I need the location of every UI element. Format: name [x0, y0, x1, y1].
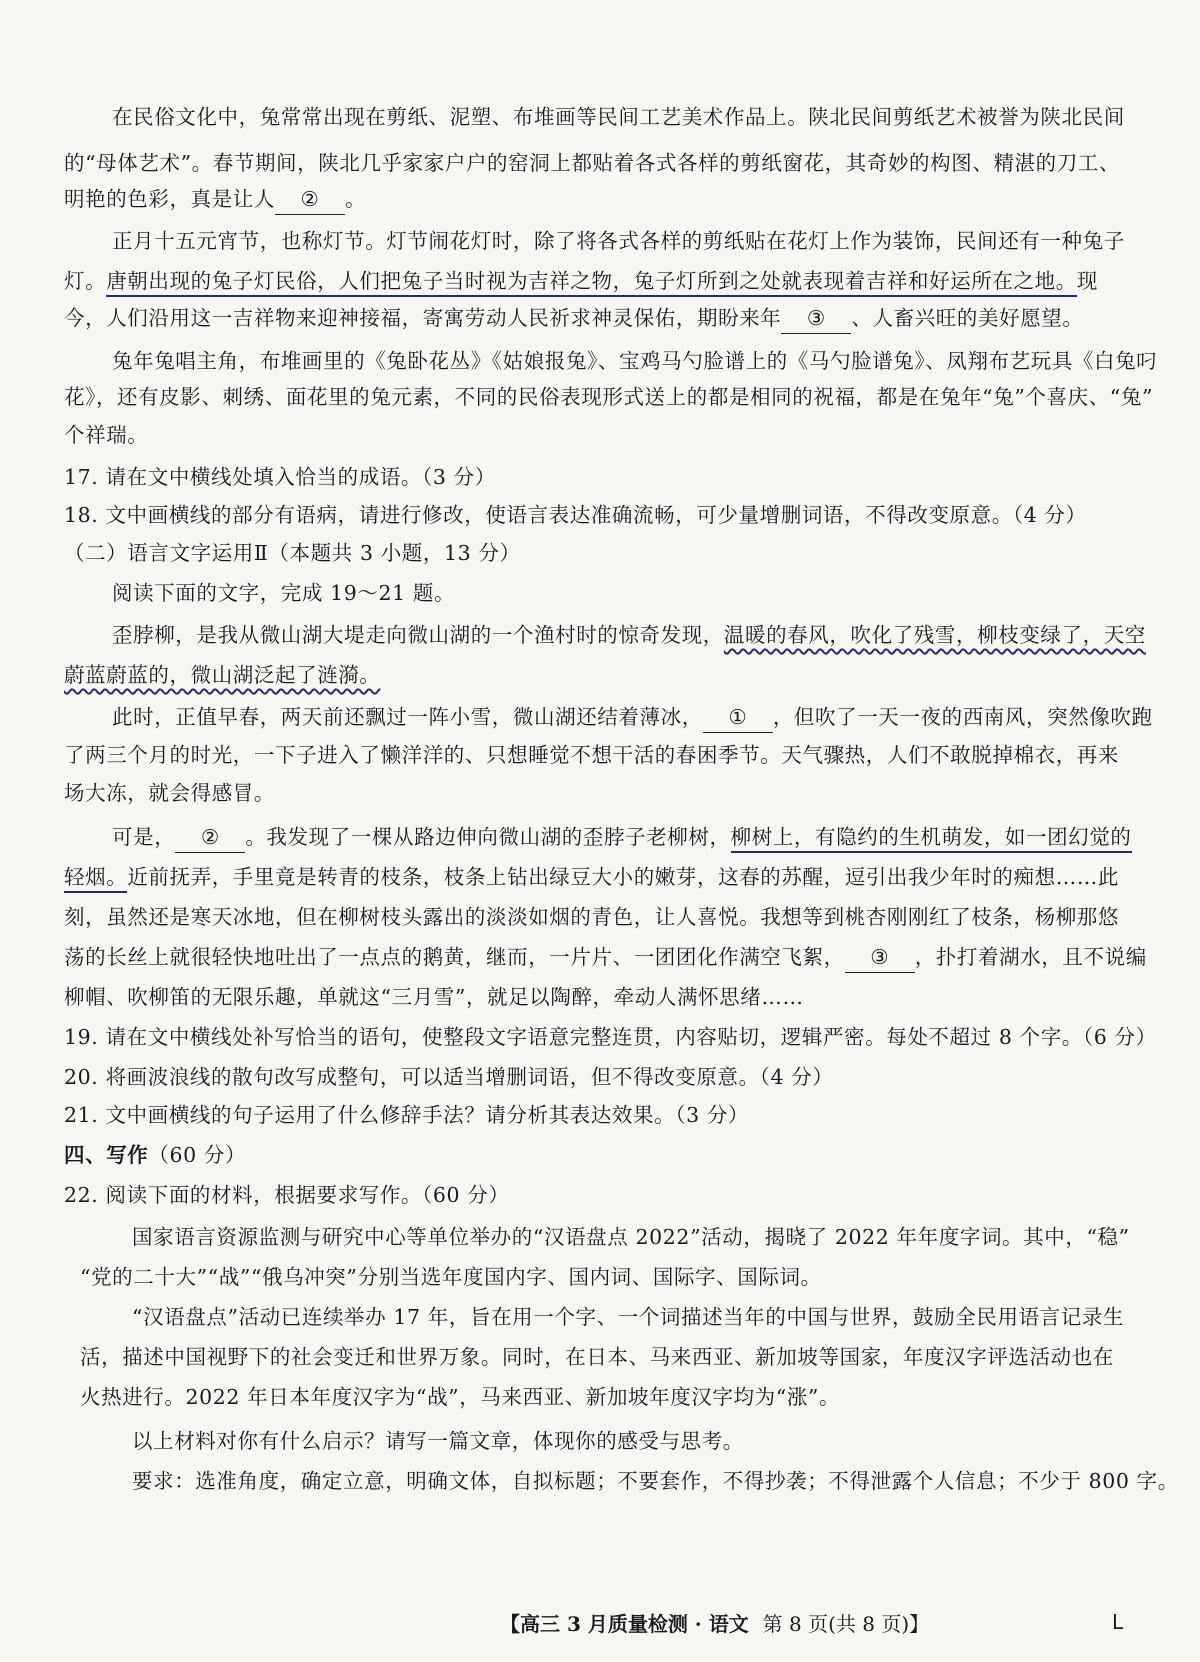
blank-2b: ②: [175, 822, 245, 853]
question-20: 20. 将画波浪线的散句改写成整句，可以适当增删词语，但不得改变原意。（4 分）: [64, 1065, 834, 1089]
corner-mark: L: [1112, 1610, 1124, 1634]
wavy-text-2: 蔚蓝蔚蓝的，微山湖泛起了涟漪。: [64, 663, 381, 687]
underlined-sentence: 唐朝出现的兔子灯民俗，人们把兔子当时视为吉祥之物，兔子灯所到之处就表现着吉祥和好运所在之地。: [106, 269, 1077, 297]
p1-line2: 的“母体艺术”。春节期间，陕北几乎家家户户的窑洞上都贴着各式各样的剪纸窗花，其奇妙的构图、精湛的刀工、: [64, 151, 1121, 175]
blank-1: ①: [703, 702, 773, 733]
p2-line1: 正月十五元宵节，也称灯节。灯节闹花灯时，除了将各式各样的剪纸贴在花灯上作为装饰，民间还有一种兔子: [112, 229, 1125, 253]
question-21: 21. 文中画横线的句子运用了什么修辞手法？请分析其表达效果。（3 分）: [64, 1103, 750, 1127]
section-4-heading: 四、写作（60 分）: [64, 1143, 247, 1167]
p5-line1: 此时，正值早春，两天前还飘过一阵小雪，微山湖还结着薄冰， ① ，但吹了一天一夜的西南风，突然像吹跑: [112, 702, 1153, 733]
p1-line1: 在民俗文化中，兔常常出现在剪纸、泥塑、布堆画等民间工艺美术作品上。陕北民间剪纸艺术被誉为陕北民间: [112, 105, 1125, 129]
material-3: 以上材料对你有什么启示？请写一篇文章，体现你的感受与思考。: [132, 1429, 744, 1453]
wavy-text-1: 温暖的春风，吹化了残雪，柳枝变绿了，天空: [723, 623, 1146, 647]
p6-line1: 可是， ② 。我发现了一棵从路边伸向微山湖的歪脖子老柳树，柳树上，有隐约的生机萌发，如一团幻觉的: [112, 822, 1132, 853]
p6-line2: 轻烟。近前抚弄，手里竟是转青的枝条，枝条上钻出绿豆大小的嫩芽，这春的苏醒，逗引出我少年时的痴想……此: [64, 862, 1119, 892]
question-19: 19. 请在文中横线处补写恰当的语句，使整段文字语意完整连贯，内容贴切，逻辑严密。每处不超过 8 个字。（6 分）: [64, 1025, 1157, 1049]
material-1-line2: “党的二十大”“战”“俄乌冲突”分别当选年度国内字、国内词、国际字、国际词。: [80, 1265, 822, 1289]
footer-page-number: 第 8 页(共 8 页)】: [762, 1612, 930, 1636]
question-18: 18. 文中画横线的部分有语病，请进行修改，使语言表达准确流畅，可少量增删词语，不得改变原意。（4 分）: [64, 503, 1087, 527]
reading-intro: 阅读下面的文字，完成 19～21 题。: [112, 581, 456, 605]
question-17: 17. 请在文中横线处填入恰当的成语。（3 分）: [64, 465, 496, 489]
p1-line3: 明艳的色彩，真是让人 ② 。: [64, 184, 366, 215]
p2-line2: 灯。唐朝出现的兔子灯民俗，人们把兔子当时视为吉祥之物，兔子灯所到之处就表现着吉祥和好运所在之地。现: [64, 266, 1098, 296]
p6-line3: 刻，虽然还是寒天冰地，但在柳树枝头露出的淡淡如烟的青色，让人喜悦。我想等到桃杏刚刚红了枝条，杨柳那悠: [64, 905, 1119, 929]
underlined-sentence-2b: 轻烟。: [64, 865, 127, 893]
material-2-line3: 火热进行。2022 年日本年度汉字为“战”，马来西亚、新加坡年度汉字均为“涨”。: [80, 1385, 841, 1409]
p5-line3: 场大冻，就会得感冒。: [64, 781, 275, 805]
question-22: 22. 阅读下面的材料，根据要求写作。（60 分）: [64, 1183, 510, 1207]
p3-line1: 兔年兔唱主角，布堆画里的《兔卧花丛》《姑娘报兔》、宝鸡马勺脸谱上的《马勺脸谱兔》、凤翔布艺玩具《白兔叼: [112, 349, 1158, 373]
p4-line2: [64, 660, 381, 690]
material-2-line1: “汉语盘点”活动已连续举办 17 年，旨在用一个字、一个词描述当年的中国与世界，鼓励全民用语言记录生: [132, 1305, 1125, 1329]
p4-line1: 歪脖柳，是我从微山湖大堤走向微山湖的一个渔村时的惊奇发现，温暖的春风，吹化了残雪，柳枝变绿了，天空: [112, 623, 1146, 647]
underlined-sentence-2a: 柳树上，有隐约的生机萌发，如一团幻觉的: [731, 825, 1132, 853]
p6-line4: 荡的长丝上就很轻快地吐出了一点点的鹅黄，继而，一片片、一团团化作满空飞絮， ③ ，扑打着湖水，且不说编: [64, 942, 1147, 973]
footer-exam-title: 【高三 3 月质量检测 · 语文: [500, 1612, 749, 1636]
blank-2: ②: [275, 184, 345, 215]
p3-line2: 花》，还有皮影、刺绣、面花里的兔元素，不同的民俗表现形式送上的都是相同的祝福，都是在兔年“兔”个喜庆、“兔”: [64, 385, 1154, 409]
material-1-line1: 国家语言资源监测与研究中心等单位举办的“汉语盘点 2022”活动，揭晓了 2022 年年度字词。其中，“稳”: [132, 1225, 1130, 1249]
writing-requirements: 要求：选准角度，确定立意，明确文体，自拟标题；不要套作，不得抄袭；不得泄露个人信息；不少于 800 字。: [132, 1469, 1179, 1493]
page-footer: [500, 1608, 929, 1637]
p3-line3: 个祥瑞。: [64, 423, 149, 447]
p5-line2: 了两三个月的时光，一下子进入了懒洋洋的、只想睡觉不想干活的春困季节。天气骤热，人们不敢脱掉棉衣，再来: [64, 743, 1119, 767]
section-2-heading: （二）语言文字运用Ⅱ（本题共 3 小题，13 分）: [64, 541, 521, 565]
p2-line3: 今，人们沿用这一吉祥物来迎神接福，寄寓劳动人民祈求神灵保佑，期盼来年 ③ 、人畜兴旺的美好愿望。: [64, 303, 1084, 334]
p6-line5: 柳帽、吹柳笛的无限乐趣，单就这“三月雪”，就足以陶醉，牵动人满怀思绪……: [64, 985, 804, 1009]
material-2-line2: 活，描述中国视野下的社会变迁和世界万象。同时，在日本、马来西亚、新加坡等国家，年度汉字评选活动也在: [80, 1345, 1114, 1369]
blank-3: ③: [781, 303, 851, 334]
blank-3b: ③: [845, 942, 915, 973]
